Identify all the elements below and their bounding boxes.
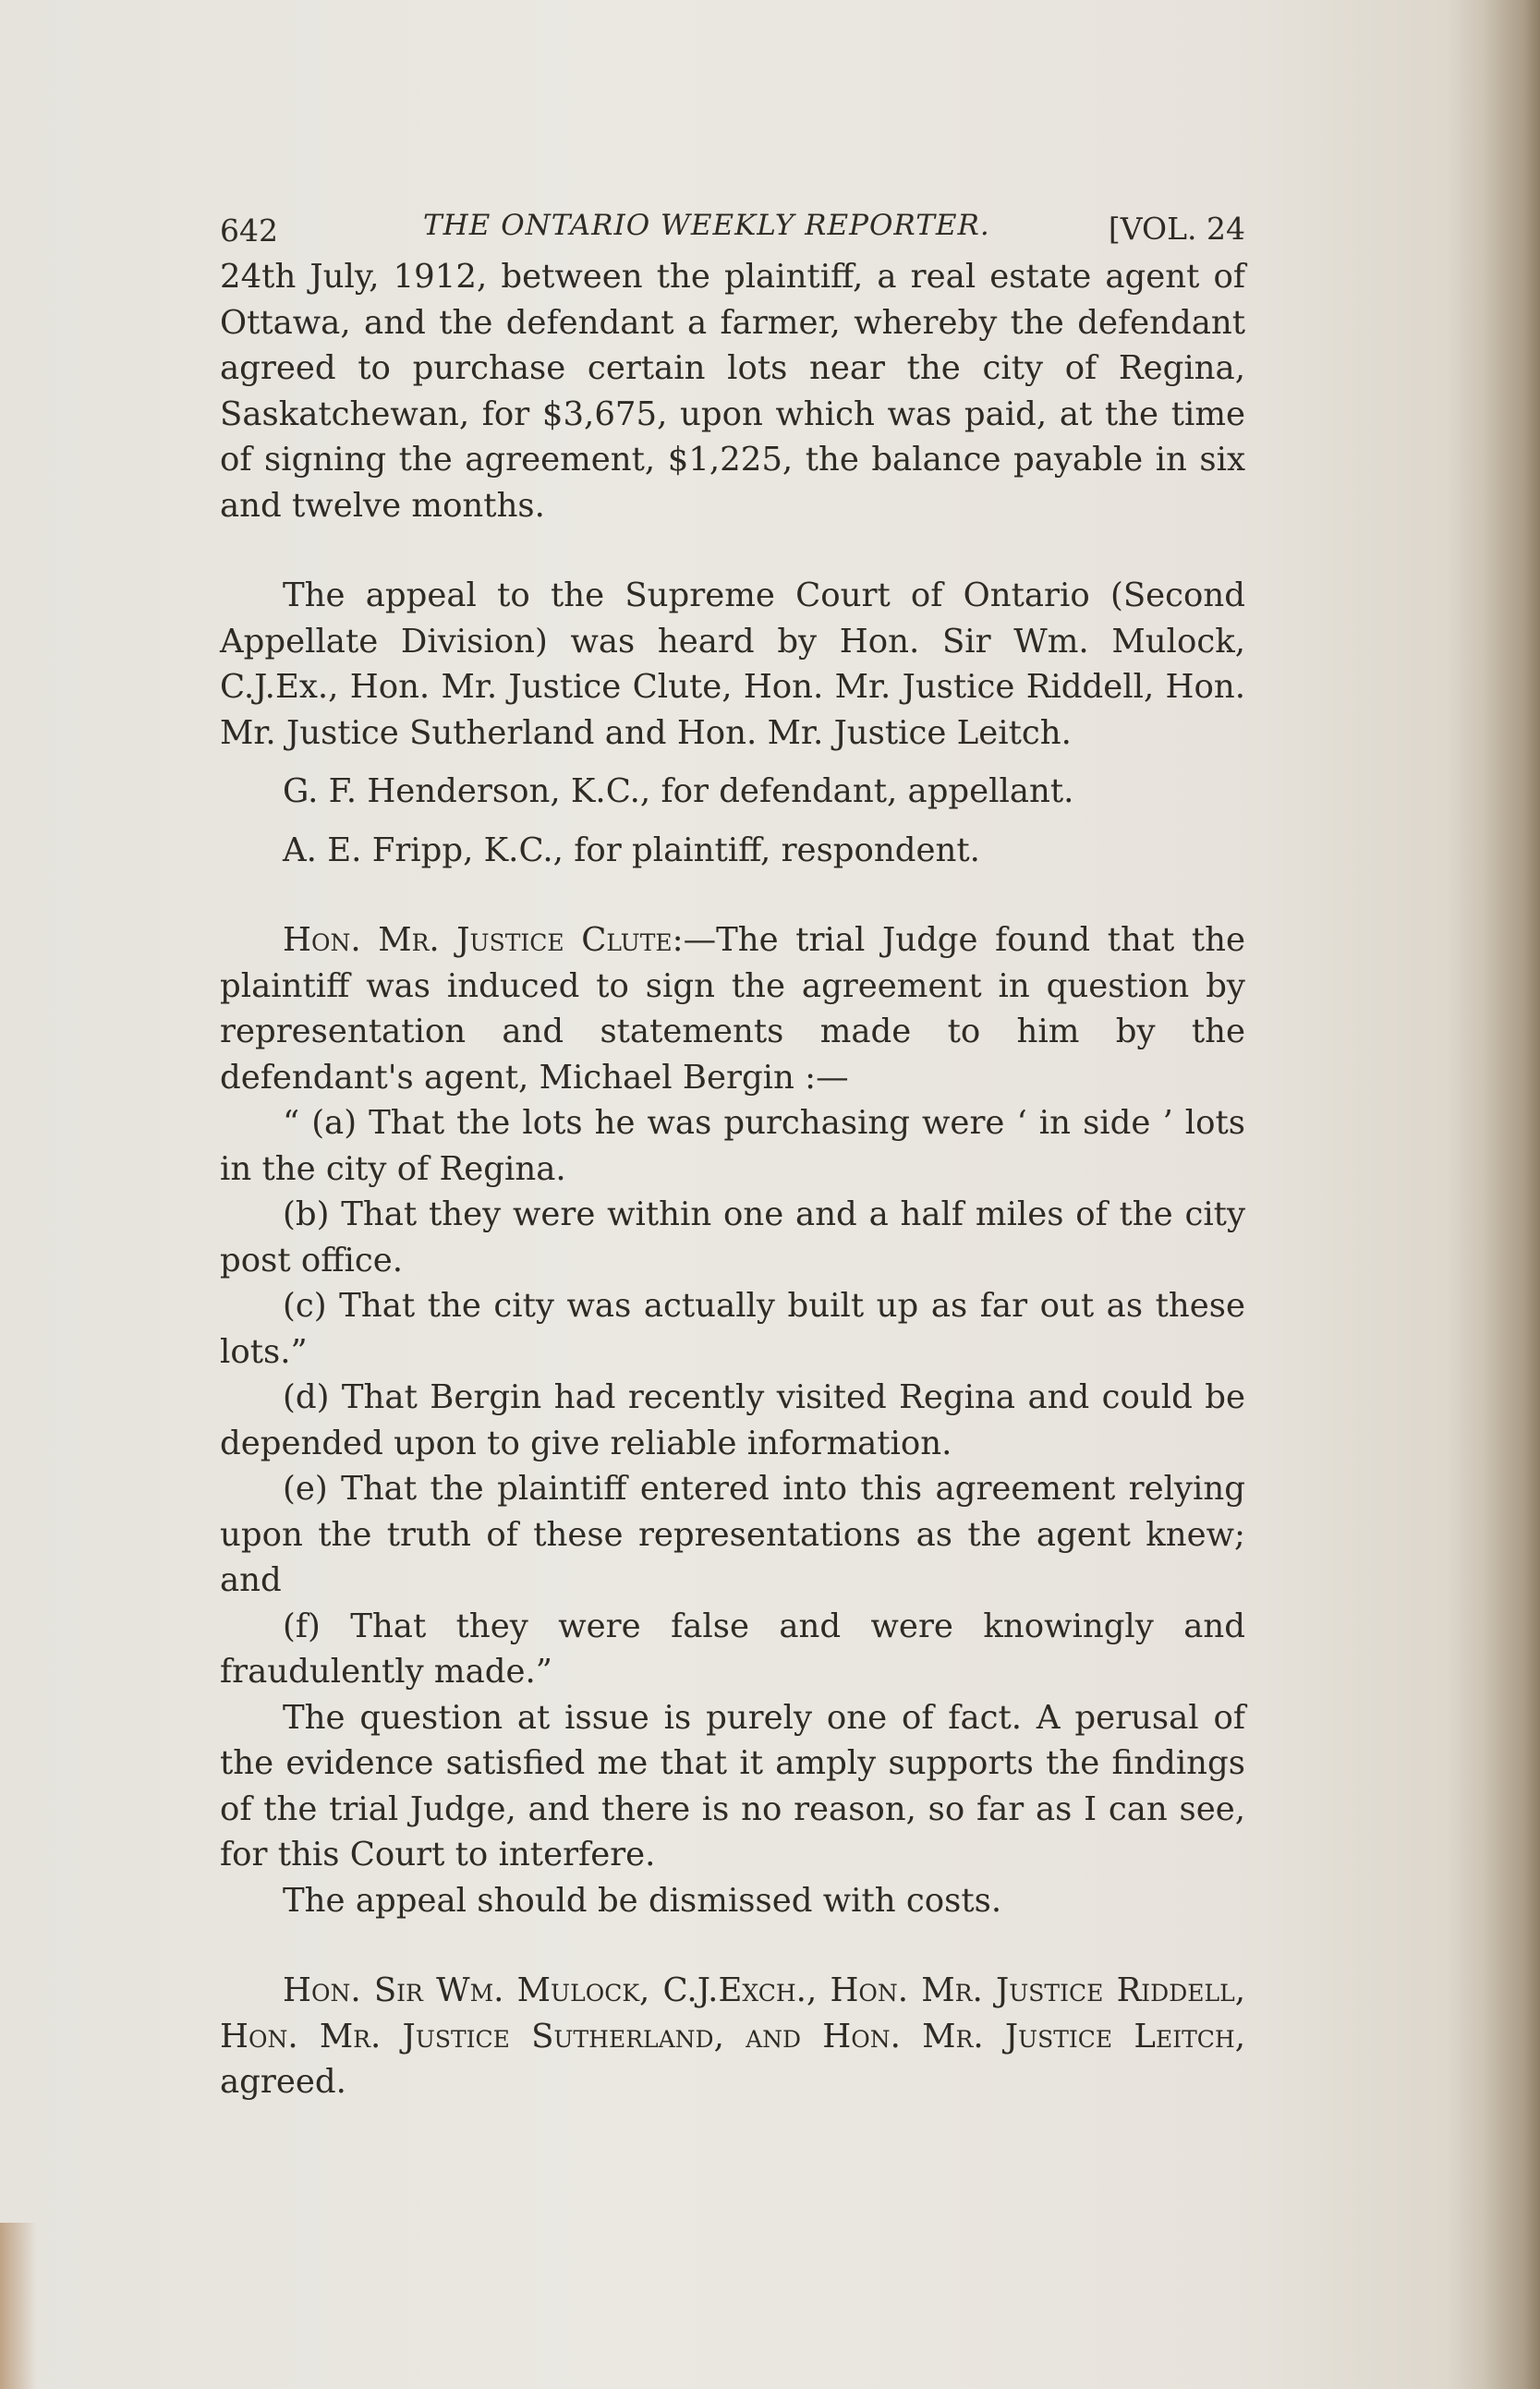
running-title: THE ONTARIO WEEKLY REPORTER.	[423, 209, 990, 242]
finding-e: (e) That the plaintiff entered into this agreement relying upon the truth of these representations as the agent knew; and	[220, 1470, 1245, 1599]
agreed-text: agreed.	[220, 2063, 346, 2101]
finding-b: (b) That they were within one and a half miles of the city post office.	[220, 1195, 1245, 1279]
counsel-respondent: A. E. Fripp, K.C., for plaintiff, respondent.	[283, 831, 980, 869]
page-number: 642	[220, 212, 278, 249]
volume-label: [VOL. 24	[1108, 211, 1245, 247]
paragraph-dismissed: The appeal should be dismissed with costs.	[283, 1881, 1002, 1920]
agreeing-judges: Hon. Sir Wm. Mulock, C.J.Exch., Hon. Mr. Justice Riddell, Hon. Mr. Justice Sutherland, and Hon. Mr. Justice Leitch,	[220, 1971, 1245, 2056]
page-edge-shadow	[1485, 0, 1540, 2389]
finding-c: (c) That the city was actually built up as far out as these lots.”	[220, 1287, 1245, 1371]
paragraph-intro: 24th July, 1912, between the plaintiff, a real estate agent of Ottawa, and the defendant a farmer, whereby the defendant agreed to purchase certain lots near the city of Regina, Saskatchewan, for $3,675, upon which was paid, at the time of signing the agreement, $1,225, the balance payable in six and twelve months.	[220, 258, 1245, 525]
paragraph-agreed	[220, 1968, 1245, 2105]
finding-a: “ (a) That the lots he was purchasing were ‘ in side ’ lots in the city of Regina.	[220, 1104, 1245, 1188]
page-corner-stain	[0, 2223, 37, 2389]
finding-d: (d) That Bergin had recently visited Regina and could be depended upon to give reliable information.	[220, 1378, 1245, 1462]
paragraph-judgment-clute	[220, 917, 1245, 1100]
paragraph-appeal-heard: The appeal to the Supreme Court of Ontario (Second Appellate Division) was heard by Hon. Sir Wm. Mulock, C.J.Ex., Hon. Mr. Justice Clute, Hon. Mr. Justice Riddell, Hon. Mr. Justice Sutherland and Hon. Mr. Justice Leitch.	[220, 576, 1245, 752]
running-header	[220, 189, 1245, 254]
counsel-appellant: G. F. Henderson, K.C., for defendant, appellant.	[283, 772, 1074, 810]
judge-name: Hon. Mr. Justice Clute	[283, 921, 673, 959]
paragraph-question-of-fact: The question at issue is purely one of fact. A perusal of the evidence satisfied me that it amply supports the findings of the trial Judge, and there is no reason, so far as I can see, for this Court to interfere.	[220, 1698, 1245, 1874]
finding-f: (f) That they were false and were knowingly and fraudulently made.”	[220, 1607, 1245, 1691]
judgment-text: :—The trial Judge found that the plaintiff was induced to sign the agreement in question by representation and statements made to him by the defendant's agent, Michael Bergin :—	[220, 921, 1245, 1097]
page-text	[220, 189, 1245, 2105]
